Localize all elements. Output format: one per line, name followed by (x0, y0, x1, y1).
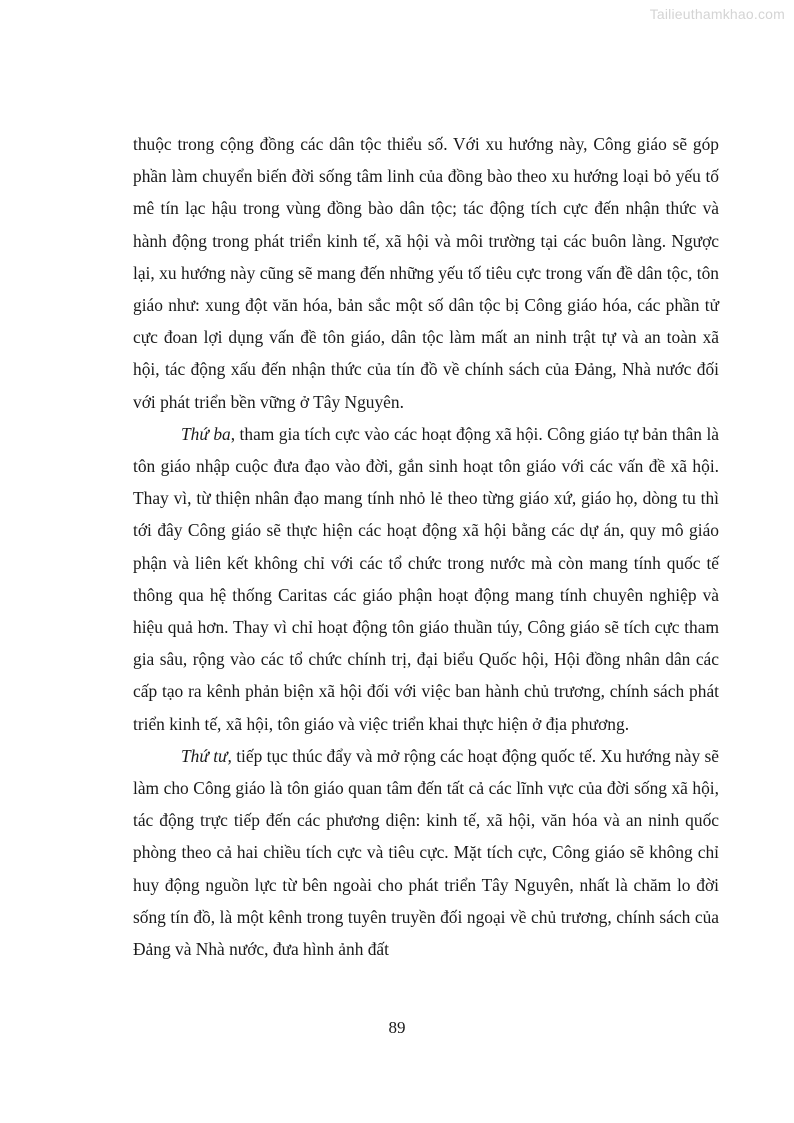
body-text (133, 128, 719, 965)
paragraph-2 (133, 418, 719, 740)
watermark: Tailieuthamkhao.com (649, 6, 785, 22)
paragraph-3-lead: Thứ tư, (181, 745, 232, 766)
page-number: 89 (388, 1018, 406, 1037)
paragraph-1-text: thuộc trong cộng đồng các dân tộc thiểu số. Với xu hướng này, Công giáo sẽ góp phần làm chuyển biến đời sống tâm linh của đồng bào theo xu hướng loại bỏ yếu tố mê tín lạc hậu trong vùng đồng bào dân tộc; tác động tích cực đến nhận thức và hành động trong phát triển kinh tế, xã hội và môi trường tại các buôn làng. Ngược lại, xu hướng này cũng sẽ mang đến những yếu tố tiêu cực trong vấn đề dân tộc, tôn giáo như: xung đột văn hóa, bản sắc một số dân tộc bị Công giáo hóa, các phần tử cực đoan lợi dụng vấn đề tôn giáo, dân tộc làm mất an ninh trật tự và an toàn xã hội, tác động xấu đến nhận thức của tín đồ về chính sách của Đảng, Nhà nước đối với phát triển bền vững ở Tây Nguyên. (133, 134, 719, 412)
paragraph-2-text: , tham gia tích cực vào các hoạt động xã hội. Công giáo tự bản thân là tôn giáo nhập cuộc đưa đạo vào đời, gắn sinh hoạt tôn giáo với các vấn đề xã hội. Thay vì, từ thiện nhân đạo mang tính nhỏ lẻ theo từng giáo xứ, giáo họ, dòng tu thì tới đây Công giáo sẽ thực hiện các hoạt động xã hội bằng các dự án, quy mô giáo phận và liên kết không chỉ với các tổ chức trong nước mà còn mang tính quốc tế thông qua hệ thống Caritas các giáo phận hoạt động mang tính chuyên nghiệp và hiệu quả hơn. Thay vì chỉ hoạt động tôn giáo thuần túy, Công giáo sẽ tích cực tham gia sâu, rộng vào các tổ chức chính trị, đại biểu Quốc hội, Hội đồng nhân dân các cấp tạo ra kênh phản biện xã hội đối với việc ban hành chủ trương, chính sách phát triển kinh tế, xã hội, tôn giáo và việc triển khai thực hiện ở địa phương. (133, 423, 720, 734)
paragraph-2-lead: Thứ ba (181, 423, 231, 444)
paragraph-3 (133, 740, 719, 965)
paragraph-1 (133, 128, 719, 418)
paragraph-3-text: tiếp tục thúc đẩy và mở rộng các hoạt động quốc tế. Xu hướng này sẽ làm cho Công giáo là tôn giáo quan tâm đến tất cả các lĩnh vực của đời sống xã hội, tác động trực tiếp đến các phương diện: kinh tế, xã hội, văn hóa và an ninh quốc phòng theo cả hai chiều tích cực và tiêu cực. Mặt tích cực, Công giáo sẽ không chỉ huy động nguồn lực từ bên ngoài cho phát triển Tây Nguyên, nhất là chăm lo đời sống tín đồ, là một kênh trong tuyên truyền đối ngoại về chủ trương, chính sách của Đảng và Nhà nước, đưa hình ảnh đất (133, 745, 719, 960)
